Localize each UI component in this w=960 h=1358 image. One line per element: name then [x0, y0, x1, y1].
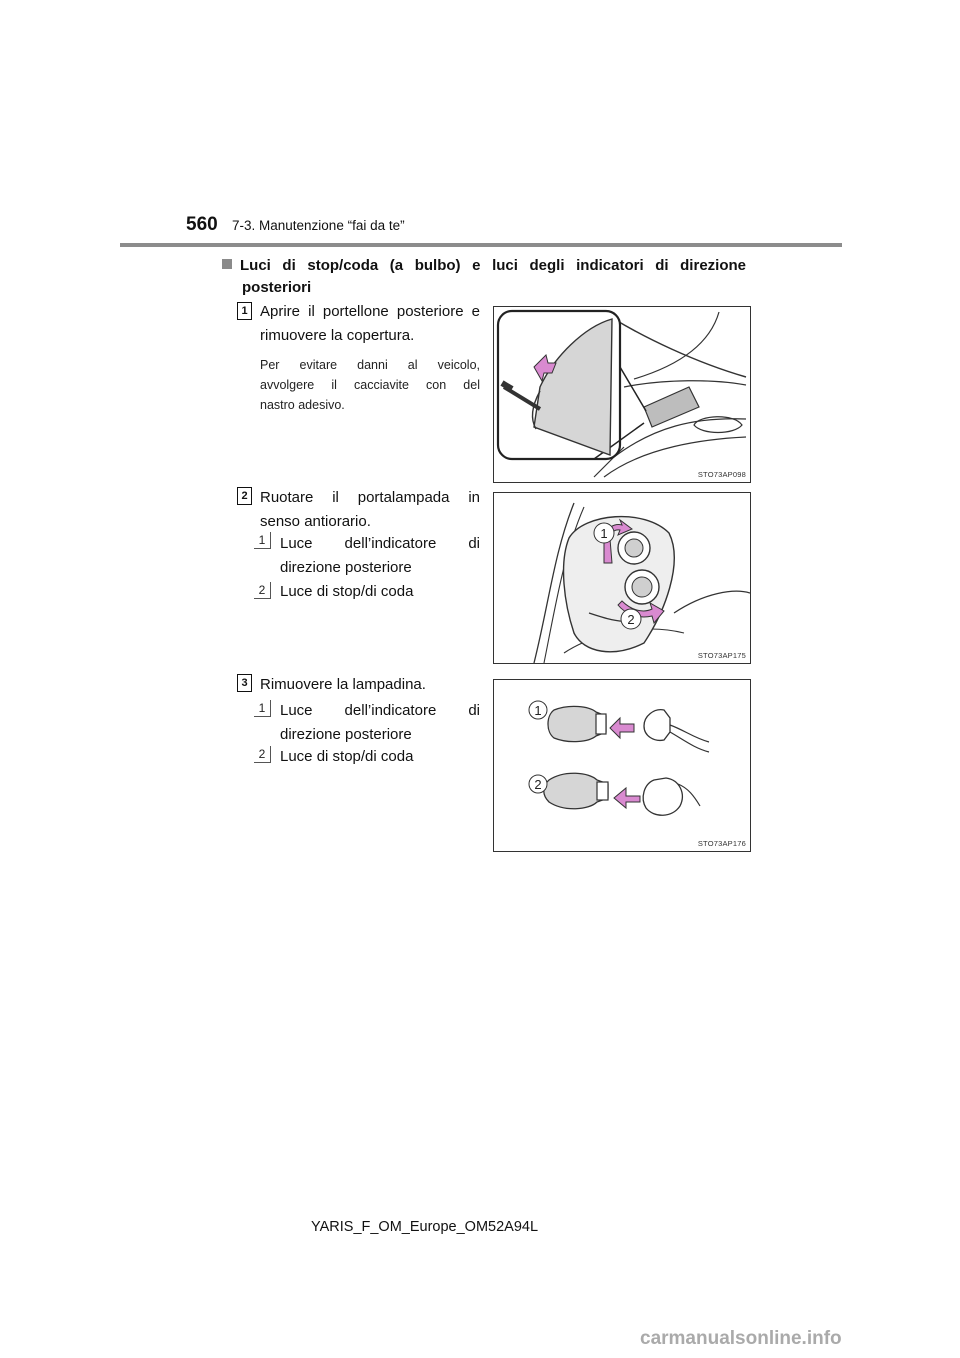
- step-3-item-1-line2: direzione posteriore: [280, 726, 412, 743]
- step-3-item-2: Luce di stop/di coda: [280, 748, 414, 765]
- step-3-item-1: [280, 699, 480, 747]
- item-number-2-1: 1: [254, 532, 271, 549]
- figure-tailgate-cover: [493, 306, 751, 483]
- callout-3-1: 1: [534, 703, 542, 718]
- figure-bulb-holder: [493, 492, 751, 664]
- step-2-line2: senso antiorario.: [260, 513, 371, 530]
- callout-2-2: 2: [627, 612, 635, 627]
- step-1-note: [260, 355, 480, 415]
- step-badge-2: 2: [237, 487, 252, 505]
- section-title-line1: Luci di stop/coda (a bulbo) e luci degli indicatori di direzione: [240, 257, 746, 274]
- figure-code-3: STO73AP176: [697, 839, 746, 848]
- step-1-note-line3: nastro adesivo.: [260, 398, 345, 412]
- callout-3-2: 2: [534, 777, 542, 792]
- step-1-line2: rimuovere la copertura.: [260, 327, 415, 344]
- step-2-item-1: [280, 532, 480, 580]
- callout-2-1: 1: [600, 526, 608, 541]
- header-rule: [120, 243, 842, 247]
- step-3-item-1-line1: Luce dell’indicatore di: [280, 702, 480, 719]
- document-footer: YARIS_F_OM_Europe_OM52A94L: [311, 1219, 539, 1235]
- step-1-text: [260, 300, 480, 348]
- step-3-text: Rimuovere la lampadina.: [260, 676, 426, 693]
- chapter-title: 7-3. Manutenzione “fai da te”: [232, 218, 405, 233]
- bulb-holder-illustration: [494, 493, 750, 663]
- section-heading: [222, 255, 746, 299]
- watermark: carmanualsonline.info: [640, 1328, 842, 1349]
- step-badge-1: 1: [237, 302, 252, 320]
- section-title-line2: posteriori: [242, 279, 312, 296]
- figure-bulbs: [493, 679, 751, 852]
- step-1-note-line1: Per evitare danni al veicolo,: [260, 358, 480, 372]
- step-1-line1: Aprire il portellone posteriore e: [260, 303, 480, 320]
- page-number: 560: [186, 214, 218, 235]
- step-2-line1: Ruotare il portalampada in: [260, 489, 480, 506]
- item-number-2-2: 2: [254, 582, 271, 599]
- step-badge-3: 3: [237, 674, 252, 692]
- step-2-text: [260, 486, 480, 534]
- item-number-3-1: 1: [254, 700, 271, 717]
- bullet-square-icon: [222, 259, 232, 269]
- tailgate-cover-illustration: [494, 307, 750, 482]
- step-2-item-1-line2: direzione posteriore: [280, 559, 412, 576]
- step-2-item-1-line1: Luce dell’indicatore di: [280, 535, 480, 552]
- bulbs-illustration: [494, 680, 750, 851]
- figure-code-1: STO73AP098: [697, 470, 746, 479]
- step-2-item-2: Luce di stop/di coda: [280, 583, 414, 600]
- step-1-note-line2: avvolgere il cacciavite con del: [260, 378, 480, 392]
- figure-code-2: STO73AP175: [697, 651, 746, 660]
- item-number-3-2: 2: [254, 746, 271, 763]
